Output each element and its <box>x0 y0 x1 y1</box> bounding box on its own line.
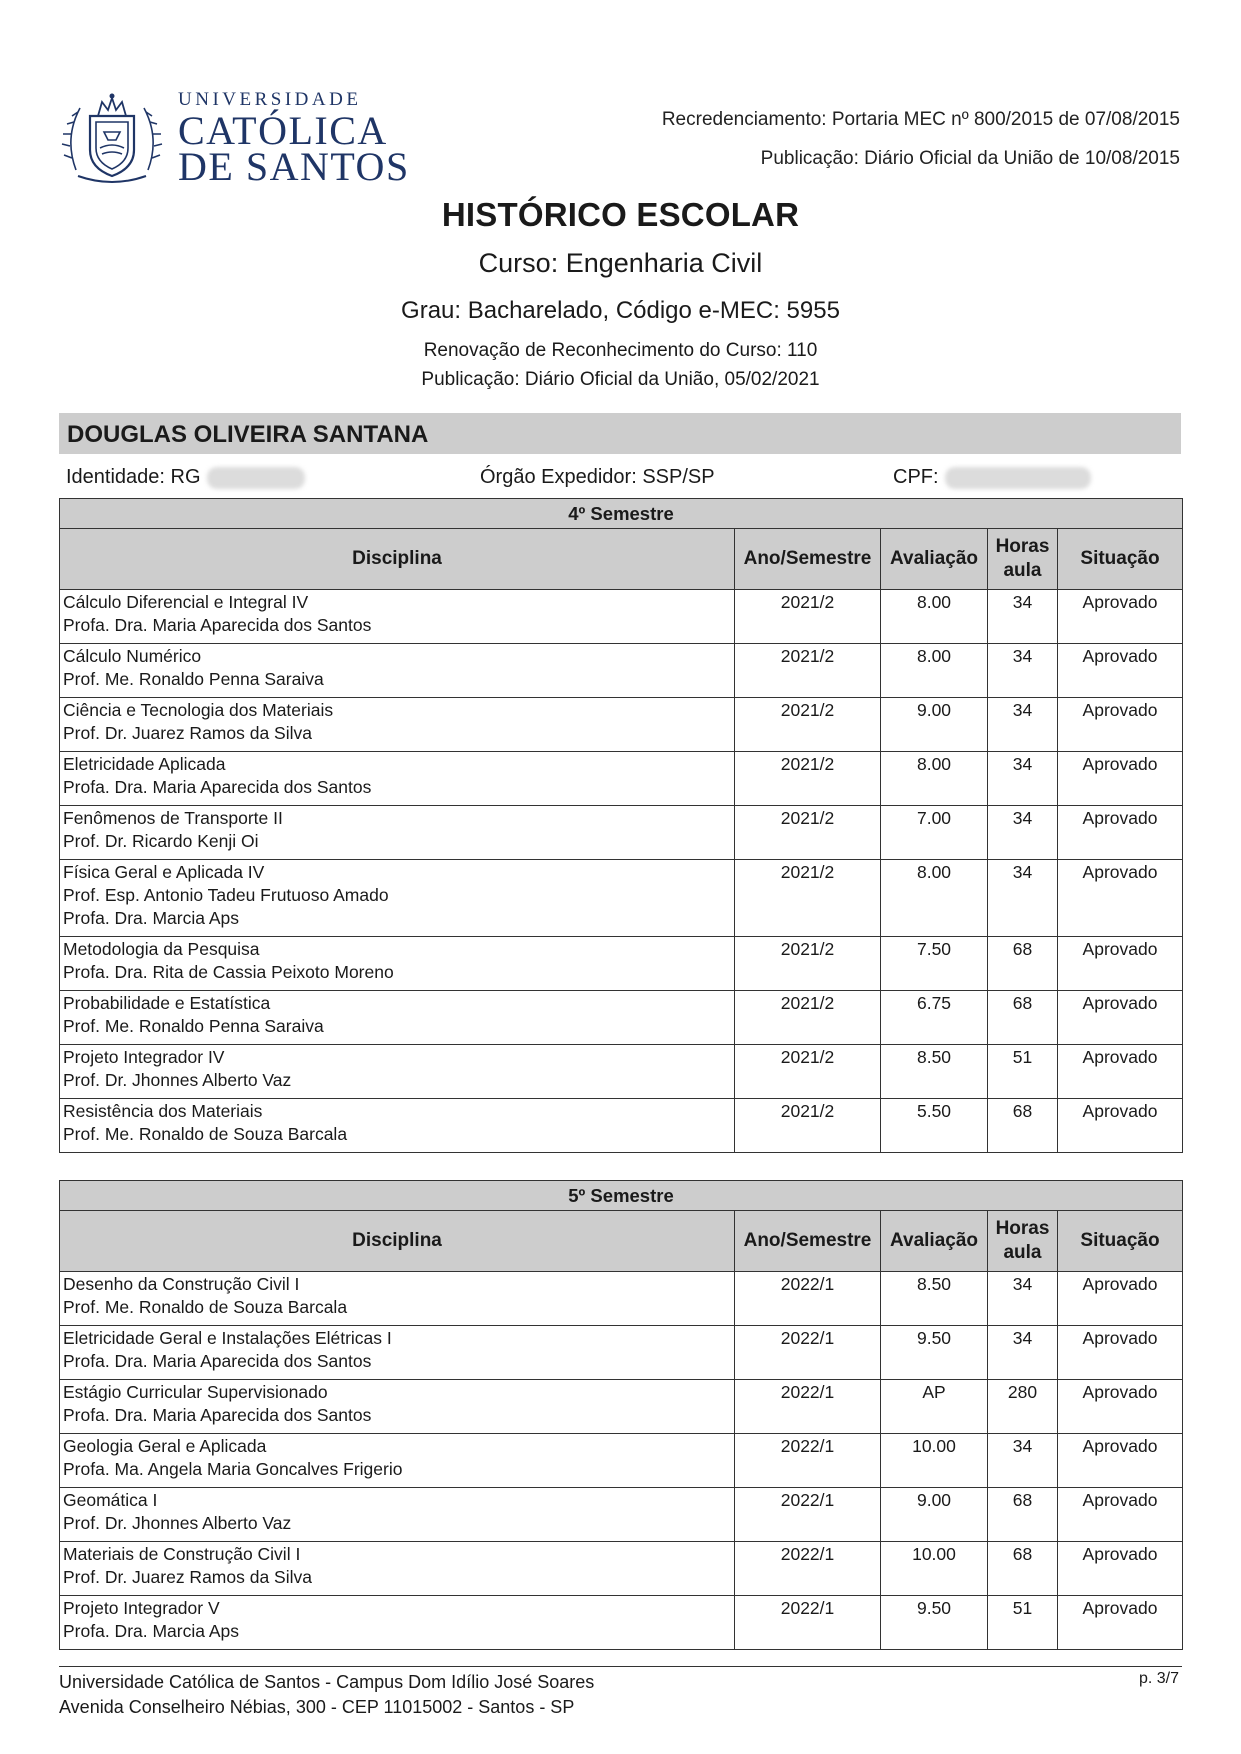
avaliacao-cell: 9.00 <box>881 1488 988 1542</box>
professor-name: Prof. Me. Ronaldo Penna Saraiva <box>63 1016 324 1036</box>
column-header-avaliacao: Avaliação <box>881 1211 988 1272</box>
discipline-name: Metodologia da Pesquisa <box>63 939 260 959</box>
situacao-cell: Aprovado <box>1058 1380 1183 1434</box>
avaliacao-cell: 8.00 <box>881 860 988 937</box>
table-row <box>60 644 1183 698</box>
horas-aula-cell: 34 <box>988 698 1058 752</box>
discipline-name: Desenho da Construção Civil I <box>63 1274 300 1294</box>
discipline-name: Ciência e Tecnologia dos Materiais <box>63 700 334 720</box>
avaliacao-cell: 7.50 <box>881 937 988 991</box>
avaliacao-cell: 10.00 <box>881 1434 988 1488</box>
university-logo <box>58 88 418 188</box>
discipline-cell <box>60 1326 735 1380</box>
situacao-cell: Aprovado <box>1058 991 1183 1045</box>
semester-title-row <box>60 1181 1183 1211</box>
situacao-cell: Aprovado <box>1058 937 1183 991</box>
situacao-cell: Aprovado <box>1058 644 1183 698</box>
discipline-name: Probabilidade e Estatística <box>63 993 271 1013</box>
identity-field <box>66 466 305 489</box>
avaliacao-cell: 5.50 <box>881 1099 988 1153</box>
ano-semestre-cell: 2021/2 <box>735 806 881 860</box>
discipline-cell <box>60 752 735 806</box>
avaliacao-cell: 9.50 <box>881 1596 988 1650</box>
situacao-cell: Aprovado <box>1058 698 1183 752</box>
discipline-cell <box>60 698 735 752</box>
column-header-ano-semestre: Ano/Semestre <box>735 1211 881 1272</box>
situacao-cell: Aprovado <box>1058 1434 1183 1488</box>
discipline-cell <box>60 1488 735 1542</box>
course-name: Curso: Engenharia Civil <box>478 248 763 278</box>
semester-table <box>59 1180 1183 1650</box>
avaliacao-cell: AP <box>881 1380 988 1434</box>
logo-line-de-santos: DE SANTOS <box>178 144 410 189</box>
table-row <box>60 1596 1183 1650</box>
situacao-cell: Aprovado <box>1058 1488 1183 1542</box>
semester-title-row <box>60 499 1183 529</box>
table-row <box>60 1380 1183 1434</box>
student-name-bar <box>59 413 1181 454</box>
avaliacao-cell: 9.00 <box>881 698 988 752</box>
discipline-cell <box>60 590 735 644</box>
discipline-name: Fenômenos de Transporte II <box>63 808 283 828</box>
situacao-cell: Aprovado <box>1058 1542 1183 1596</box>
cpf-label: CPF: <box>893 466 939 488</box>
student-name: DOUGLAS OLIVEIRA SANTANA <box>67 421 429 448</box>
discipline-name: Projeto Integrador IV <box>63 1047 225 1067</box>
ano-semestre-cell: 2021/2 <box>735 1099 881 1153</box>
semester-table <box>59 498 1183 1153</box>
ano-semestre-cell: 2022/1 <box>735 1542 881 1596</box>
avaliacao-cell: 8.00 <box>881 752 988 806</box>
horas-aula-cell: 34 <box>988 1272 1058 1326</box>
redacted-cpf <box>945 467 1091 489</box>
logo-line-catolica: CATÓLICA <box>178 108 388 153</box>
horas-aula-cell: 34 <box>988 644 1058 698</box>
discipline-cell <box>60 860 735 937</box>
ano-semestre-cell: 2022/1 <box>735 1434 881 1488</box>
accreditation-line: Recredenciamento: Portaria MEC nº 800/2015 de 07/08/2015 <box>661 109 1180 130</box>
professor-name: Profa. Dra. Maria Aparecida dos Santos <box>63 777 372 797</box>
situacao-cell: Aprovado <box>1058 1596 1183 1650</box>
discipline-name: Estágio Curricular Supervisionado <box>63 1382 328 1402</box>
horas-aula-cell: 68 <box>988 937 1058 991</box>
situacao-cell: Aprovado <box>1058 1326 1183 1380</box>
horas-aula-cell: 68 <box>988 1542 1058 1596</box>
column-header-avaliacao: Avaliação <box>881 529 988 590</box>
table-row <box>60 1272 1183 1326</box>
ano-semestre-cell: 2022/1 <box>735 1488 881 1542</box>
ano-semestre-cell: 2021/2 <box>735 1045 881 1099</box>
discipline-cell <box>60 991 735 1045</box>
table-row <box>60 1326 1183 1380</box>
professor-name: Prof. Dr. Jhonnes Alberto Vaz <box>63 1513 292 1533</box>
situacao-cell: Aprovado <box>1058 1099 1183 1153</box>
column-header-aula: aula <box>1003 1242 1042 1263</box>
table-row <box>60 937 1183 991</box>
horas-aula-cell: 34 <box>988 1326 1058 1380</box>
table-row <box>60 698 1183 752</box>
ano-semestre-cell: 2022/1 <box>735 1326 881 1380</box>
professor-name: Prof. Dr. Jhonnes Alberto Vaz <box>63 1070 292 1090</box>
avaliacao-cell: 8.00 <box>881 644 988 698</box>
professor-name: Prof. Dr. Ricardo Kenji Oi <box>63 831 259 851</box>
discipline-cell <box>60 1099 735 1153</box>
situacao-cell: Aprovado <box>1058 806 1183 860</box>
horas-aula-cell: 34 <box>988 1434 1058 1488</box>
avaliacao-cell: 8.50 <box>881 1272 988 1326</box>
table-row <box>60 806 1183 860</box>
discipline-name: Cálculo Numérico <box>63 646 202 666</box>
table-row <box>60 752 1183 806</box>
horas-aula-cell: 51 <box>988 1045 1058 1099</box>
horas-aula-cell: 51 <box>988 1596 1058 1650</box>
discipline-cell <box>60 1596 735 1650</box>
table-row <box>60 1099 1183 1153</box>
avaliacao-cell: 9.50 <box>881 1326 988 1380</box>
column-header-row <box>60 529 1183 590</box>
discipline-name: Geologia Geral e Aplicada <box>63 1436 267 1456</box>
semester-title: 4º Semestre <box>60 499 1183 529</box>
accreditation-publication-line: Publicação: Diário Oficial da União de 10/08/2015 <box>760 148 1180 169</box>
discipline-name: Materiais de Construção Civil I <box>63 1544 301 1564</box>
situacao-cell: Aprovado <box>1058 1272 1183 1326</box>
avaliacao-cell: 7.00 <box>881 806 988 860</box>
situacao-cell: Aprovado <box>1058 1045 1183 1099</box>
recognition-renewal: Renovação de Reconhecimento do Curso: 110 <box>423 340 818 361</box>
professor-name: Prof. Me. Ronaldo de Souza Barcala <box>63 1297 348 1317</box>
table-row <box>60 1488 1183 1542</box>
professor-name: Profa. Dra. Marcia Aps <box>63 1621 240 1641</box>
issuing-agency: Órgão Expedidor: SSP/SP <box>480 466 715 488</box>
horas-aula-cell: 34 <box>988 806 1058 860</box>
table-row <box>60 1542 1183 1596</box>
ano-semestre-cell: 2021/2 <box>735 698 881 752</box>
discipline-cell <box>60 1434 735 1488</box>
horas-aula-cell: 280 <box>988 1380 1058 1434</box>
page-number: p. 3/7 <box>1138 1670 1179 1687</box>
ano-semestre-cell: 2021/2 <box>735 590 881 644</box>
situacao-cell: Aprovado <box>1058 860 1183 937</box>
horas-aula-cell: 68 <box>988 1099 1058 1153</box>
cpf-field <box>893 466 1091 489</box>
semester-title: 5º Semestre <box>60 1181 1183 1211</box>
footer-campus: Universidade Católica de Santos - Campus Dom Idílio José Soares <box>59 1672 595 1692</box>
logo-line-universidade: UNIVERSIDADE <box>178 89 362 110</box>
column-header-horas-aula <box>988 1211 1058 1272</box>
ano-semestre-cell: 2021/2 <box>735 860 881 937</box>
column-header-horas-aula <box>988 529 1058 590</box>
professor-name: Profa. Dra. Maria Aparecida dos Santos <box>63 1351 372 1371</box>
ano-semestre-cell: 2022/1 <box>735 1596 881 1650</box>
table-row <box>60 1045 1183 1099</box>
footer-street: Avenida Conselheiro Nébias, 300 - CEP 11015002 - Santos - SP <box>59 1697 575 1717</box>
situacao-cell: Aprovado <box>1058 752 1183 806</box>
ano-semestre-cell: 2021/2 <box>735 644 881 698</box>
discipline-cell <box>60 937 735 991</box>
degree-info: Grau: Bacharelado, Código e-MEC: 5955 <box>401 297 840 324</box>
discipline-name: Resistência dos Materiais <box>63 1101 263 1121</box>
professor-name: Profa. Dra. Marcia Aps <box>63 908 240 928</box>
professor-name: Prof. Me. Ronaldo Penna Saraiva <box>63 669 324 689</box>
ano-semestre-cell: 2021/2 <box>735 752 881 806</box>
professor-name: Profa. Dra. Maria Aparecida dos Santos <box>63 615 372 635</box>
column-header-disciplina: Disciplina <box>60 529 735 590</box>
professor-name: Prof. Esp. Antonio Tadeu Frutuoso Amado <box>63 885 389 905</box>
horas-aula-cell: 34 <box>988 590 1058 644</box>
discipline-name: Física Geral e Aplicada IV <box>63 862 265 882</box>
column-header-disciplina: Disciplina <box>60 1211 735 1272</box>
discipline-name: Projeto Integrador V <box>63 1598 220 1618</box>
recognition-publication: Publicação: Diário Oficial da União, 05/02/2021 <box>421 369 820 390</box>
column-header-situacao: Situação <box>1058 529 1183 590</box>
discipline-name: Eletricidade Geral e Instalações Elétricas I <box>63 1328 392 1348</box>
table-row <box>60 860 1183 937</box>
column-header-ano-semestre: Ano/Semestre <box>735 529 881 590</box>
professor-name: Prof. Dr. Juarez Ramos da Silva <box>63 723 312 743</box>
discipline-name: Geomática I <box>63 1490 158 1510</box>
identity-label: Identidade: RG <box>66 466 201 488</box>
column-header-situacao: Situação <box>1058 1211 1183 1272</box>
discipline-name: Eletricidade Aplicada <box>63 754 226 774</box>
discipline-cell <box>60 644 735 698</box>
footer-divider <box>59 1666 1182 1667</box>
discipline-cell <box>60 1045 735 1099</box>
professor-name: Prof. Me. Ronaldo de Souza Barcala <box>63 1124 348 1144</box>
professor-name: Prof. Dr. Juarez Ramos da Silva <box>63 1567 312 1587</box>
university-crest-icon <box>58 88 166 188</box>
professor-name: Profa. Ma. Angela Maria Goncalves Frigerio <box>63 1459 403 1479</box>
avaliacao-cell: 8.00 <box>881 590 988 644</box>
footer-address <box>59 1670 594 1720</box>
discipline-cell <box>60 1272 735 1326</box>
ano-semestre-cell: 2022/1 <box>735 1380 881 1434</box>
professor-name: Profa. Dra. Maria Aparecida dos Santos <box>63 1405 372 1425</box>
ano-semestre-cell: 2022/1 <box>735 1272 881 1326</box>
discipline-cell <box>60 1542 735 1596</box>
discipline-cell <box>60 1380 735 1434</box>
discipline-name: Cálculo Diferencial e Integral IV <box>63 592 309 612</box>
logo-wordmark <box>178 90 410 187</box>
document-title: HISTÓRICO ESCOLAR <box>441 196 800 233</box>
horas-aula-cell: 68 <box>988 1488 1058 1542</box>
horas-aula-cell: 34 <box>988 752 1058 806</box>
horas-aula-cell: 34 <box>988 860 1058 937</box>
column-header-row <box>60 1211 1183 1272</box>
redacted-rg <box>207 467 305 489</box>
table-row <box>60 991 1183 1045</box>
column-header-horas: Horas <box>995 1218 1050 1240</box>
table-row <box>60 1434 1183 1488</box>
situacao-cell: Aprovado <box>1058 590 1183 644</box>
avaliacao-cell: 8.50 <box>881 1045 988 1099</box>
table-row <box>60 590 1183 644</box>
horas-aula-cell: 68 <box>988 991 1058 1045</box>
ano-semestre-cell: 2021/2 <box>735 991 881 1045</box>
avaliacao-cell: 6.75 <box>881 991 988 1045</box>
ano-semestre-cell: 2021/2 <box>735 937 881 991</box>
discipline-cell <box>60 806 735 860</box>
avaliacao-cell: 10.00 <box>881 1542 988 1596</box>
professor-name: Profa. Dra. Rita de Cassia Peixoto Moreno <box>63 962 394 982</box>
column-header-horas: Horas <box>995 536 1050 558</box>
column-header-aula: aula <box>1003 560 1042 581</box>
